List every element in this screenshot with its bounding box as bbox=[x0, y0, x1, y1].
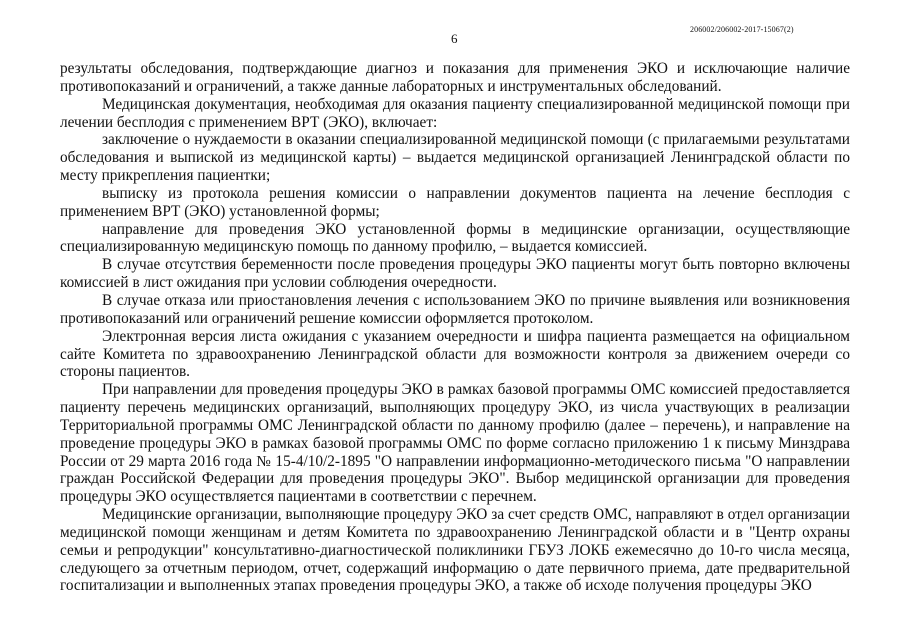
paragraph-refusal: В случае отказа или приостановления лечения с использованием ЭКО по причине выявления или возникновения противопоказаний или ограничений решение комиссии оформляется протоколом. bbox=[60, 291, 850, 327]
paragraph-referral-item: направление для проведения ЭКО установленной формы в медицинские организации, осуществляющие специализированную медицинскую помощь по данному профилю, – выдается комиссией. bbox=[60, 220, 850, 256]
paragraph-conclusion-item: заключение о нуждаемости в оказании специализированной медицинской помощи (с прилагаемыми результатами обследования и выпиской из медицинской карты) – выдается медицинской организацией Ленинградской области по месту прикрепления пациентки; bbox=[60, 131, 850, 185]
paragraph-protocol-extract-item: выписку из протокола решения комиссии о направлении документов пациента на лечение бесплодия с применением ВРТ (ЭКО) установленной формы; bbox=[60, 184, 850, 220]
paragraph-continuation: результаты обследования, подтверждающие диагноз и показания для применения ЭКО и исключающие наличие противопоказаний и ограничений, а также данные лабораторных и инструментальных обследований. bbox=[60, 60, 850, 95]
document-body bbox=[60, 60, 850, 595]
paragraph-referral-oms: При направлении для проведения процедуры ЭКО в рамках базовой программы ОМС комиссией предоставляется пациенту перечень медицинских организаций, выполняющих процедуру ЭКО, из числа участвующих в реализации Территориальной программы ОМС Ленинградской области по данному профилю (далее – перечень), и направление на проведение процедуры ЭКО в рамках базовой программы ОМС по форме согласно приложению 1 к письму Минздрава России от 29 марта 2016 года № 15-4/10/2-1895 "О направлении информационно-методического письма "О направлении граждан Российской Федерации для проведения процедуры ЭКО". Выбор медицинской организации для проведения процедуры ЭКО осуществляется пациентами в соответствии с перечнем. bbox=[60, 381, 850, 506]
document-id: 206002/206002-2017-15067(2) bbox=[690, 25, 794, 34]
paragraph-medical-documentation: Медицинская документация, необходимая для оказания пациенту специализированной медицинской помощи при лечении бесплодия с применением ВРТ (ЭКО), включает: bbox=[60, 95, 850, 131]
paragraph-reporting: Медицинские организации, выполняющие процедуру ЭКО за счет средств ОМС, направляют в отдел организации медицинской помощи женщинам и детям Комитета по здравоохранению Ленинградской области и в "Центр охраны семьи и репродукции" консультативно-диагностической поликлиники ГБУЗ ЛОКБ ежемесячно до 10-го числа месяца, следующего за отчетным периодом, отчет, содержащий информацию о дате первичного приема, дате предварительной госпитализации и выполненных этапах проведения процедуры ЭКО, а также об исходе получения процедуры ЭКО bbox=[60, 506, 850, 595]
paragraph-waiting-list: Электронная версия листа ожидания с указанием очередности и шифра пациента размещается на официальном сайте Комитета по здравоохранению Ленинградской области для возможности контроля за движением очереди со стороны пациентов. bbox=[60, 327, 850, 381]
paragraph-no-pregnancy: В случае отсутствия беременности после проведения процедуры ЭКО пациенты могут быть повторно включены комиссией в лист ожидания при условии соблюдения очередности. bbox=[60, 256, 850, 292]
page-number: 6 bbox=[451, 31, 458, 46]
